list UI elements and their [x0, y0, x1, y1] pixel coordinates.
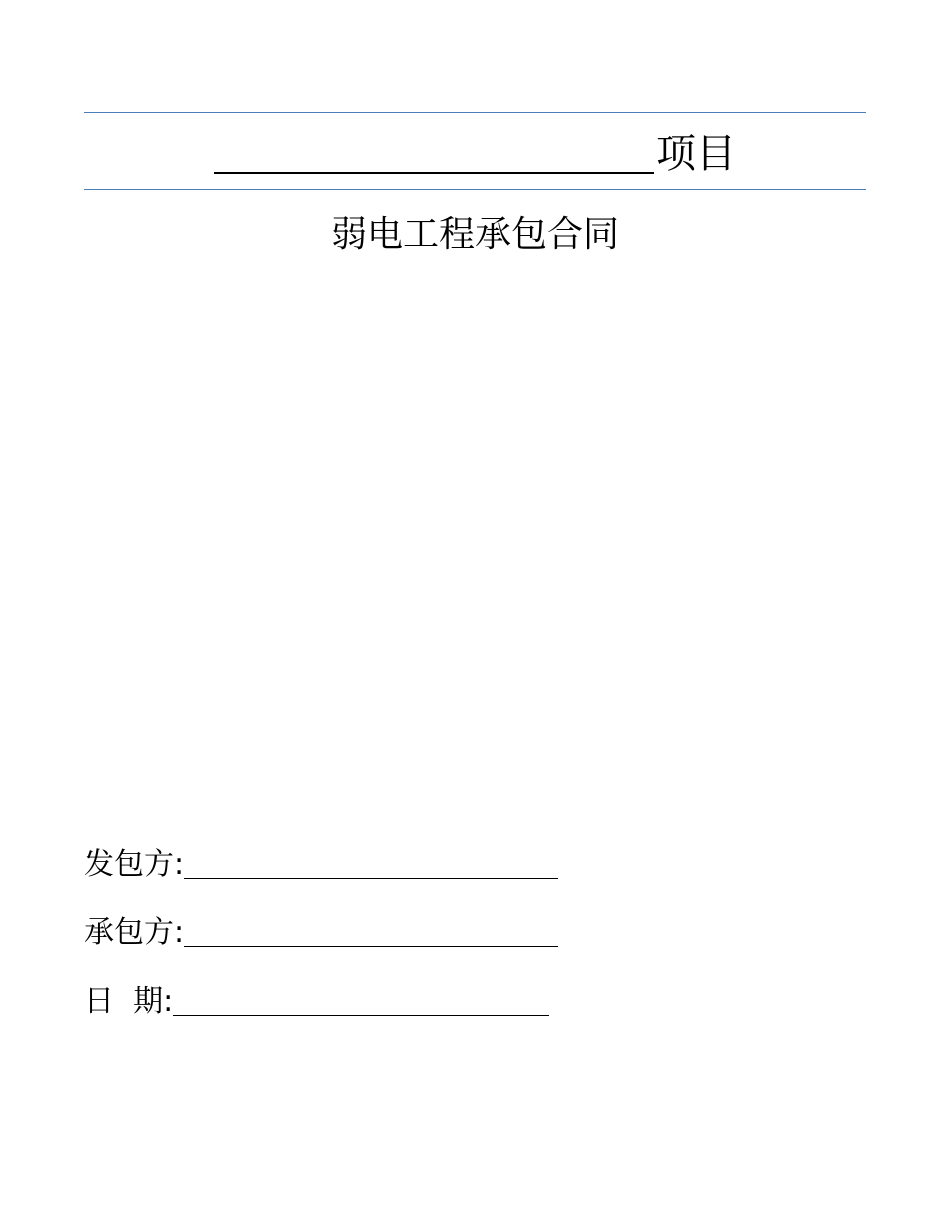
header-bottom-rule	[84, 189, 866, 190]
header-top-rule	[84, 112, 866, 113]
project-name-line	[0, 128, 950, 180]
contractor-row	[84, 913, 558, 953]
project-name-blank	[214, 128, 654, 174]
date-blank	[173, 985, 549, 1016]
project-suffix: 项目	[656, 131, 736, 177]
contractor-blank	[184, 916, 558, 947]
employer-row	[84, 845, 558, 885]
employer-blank	[184, 848, 558, 879]
employer-label: 发包方:	[84, 847, 185, 882]
contract-title: 弱电工程承包合同	[330, 214, 619, 255]
date-label: 日 期:	[84, 984, 174, 1019]
date-row	[84, 982, 549, 1022]
contractor-label: 承包方:	[84, 915, 185, 950]
